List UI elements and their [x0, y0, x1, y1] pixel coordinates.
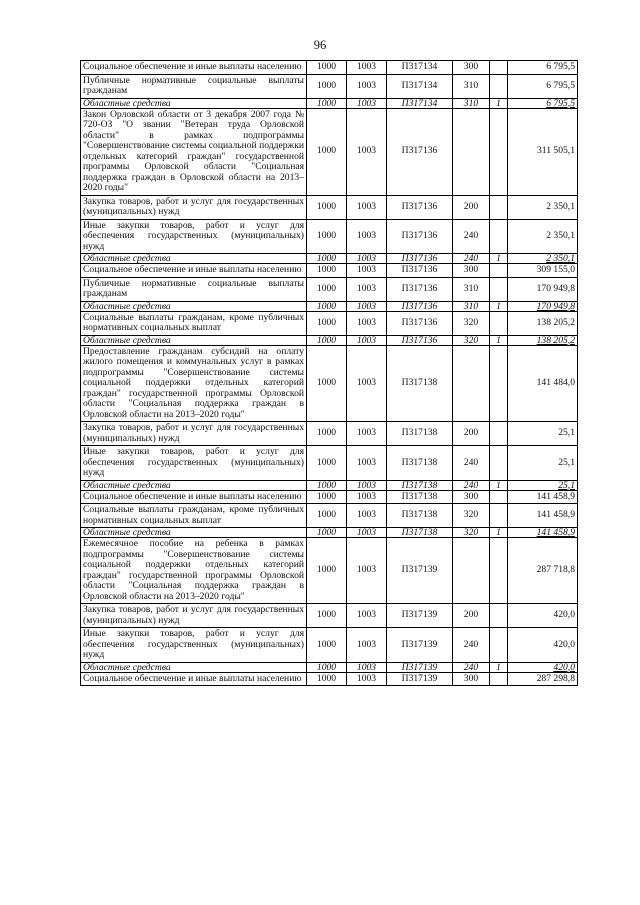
budget-table-body [81, 61, 578, 686]
row-funding-source-code: 1 [490, 528, 508, 538]
regional-funds-row [81, 480, 578, 490]
table-row [81, 108, 578, 195]
row-expense-type-code: 310 [453, 74, 490, 98]
row-subsection-code: 1003 [347, 490, 387, 504]
row-subsection-code: 1003 [347, 195, 387, 219]
row-amount: 141 458,9 [508, 504, 578, 528]
table-row [81, 504, 578, 528]
row-funding-source-code [490, 74, 508, 98]
table-row [81, 311, 578, 335]
table-row [81, 219, 578, 254]
row-target-code: П317136 [387, 108, 453, 195]
table-row [81, 195, 578, 219]
row-subsection-code: 1003 [347, 538, 387, 604]
row-name: Закупка товаров, работ и услуг для государственных (муниципальных) нужд [81, 422, 307, 446]
row-expense-type-code: 240 [453, 219, 490, 254]
row-amount: 141 484,0 [508, 345, 578, 422]
row-section-code: 1000 [307, 335, 347, 345]
row-section-code: 1000 [307, 490, 347, 504]
row-section-code: 1000 [307, 254, 347, 264]
row-funding-source-code [490, 61, 508, 75]
row-subsection-code: 1003 [347, 301, 387, 311]
row-name: Областные средства [81, 98, 307, 108]
row-section-code: 1000 [307, 277, 347, 301]
table-row [81, 74, 578, 98]
row-section-code: 1000 [307, 219, 347, 254]
row-section-code: 1000 [307, 61, 347, 75]
row-amount: 25,1 [508, 480, 578, 490]
row-target-code: П317138 [387, 446, 453, 481]
row-expense-type-code: 240 [453, 628, 490, 663]
row-funding-source-code [490, 195, 508, 219]
row-funding-source-code: 1 [490, 301, 508, 311]
row-section-code: 1000 [307, 311, 347, 335]
row-name: Иные закупки товаров, работ и услуг для обеспечения государственных (муниципальных) нужд [81, 628, 307, 663]
table-row [81, 672, 578, 686]
row-subsection-code: 1003 [347, 504, 387, 528]
row-subsection-code: 1003 [347, 446, 387, 481]
row-subsection-code: 1003 [347, 98, 387, 108]
row-subsection-code: 1003 [347, 277, 387, 301]
row-target-code: П317138 [387, 490, 453, 504]
row-amount: 420,0 [508, 662, 578, 672]
row-target-code: П317134 [387, 61, 453, 75]
row-name: Публичные нормативные социальные выплаты гражданам [81, 277, 307, 301]
row-subsection-code: 1003 [347, 108, 387, 195]
table-row [81, 422, 578, 446]
row-name: Закон Орловской области от 3 декабря 2007 года № 720-ОЗ "О звании "Ветеран труда Орловской области" в рамках подпрограммы "Совершенствование системы социальной поддержки отдельных категорий граждан" государственной программы Орловской области "Социальная поддержка граждан в Орловской области на 2013–2020 годы" [81, 108, 307, 195]
row-subsection-code: 1003 [347, 311, 387, 335]
row-section-code: 1000 [307, 422, 347, 446]
row-funding-source-code [490, 219, 508, 254]
row-funding-source-code: 1 [490, 254, 508, 264]
row-target-code: П317139 [387, 628, 453, 663]
row-target-code: П317136 [387, 277, 453, 301]
row-funding-source-code [490, 422, 508, 446]
row-expense-type-code: 310 [453, 98, 490, 108]
row-expense-type-code: 240 [453, 446, 490, 481]
row-name: Областные средства [81, 662, 307, 672]
row-amount: 6 795,5 [508, 98, 578, 108]
row-funding-source-code [490, 264, 508, 278]
table-row [81, 604, 578, 628]
row-expense-type-code [453, 108, 490, 195]
row-section-code: 1000 [307, 538, 347, 604]
row-section-code: 1000 [307, 264, 347, 278]
row-funding-source-code [490, 446, 508, 481]
row-subsection-code: 1003 [347, 422, 387, 446]
row-expense-type-code: 320 [453, 504, 490, 528]
row-amount: 2 350,1 [508, 219, 578, 254]
row-subsection-code: 1003 [347, 628, 387, 663]
row-amount: 2 350,1 [508, 195, 578, 219]
row-target-code: П317138 [387, 504, 453, 528]
row-target-code: П317139 [387, 672, 453, 686]
row-expense-type-code: 320 [453, 528, 490, 538]
row-subsection-code: 1003 [347, 264, 387, 278]
row-funding-source-code [490, 538, 508, 604]
row-funding-source-code [490, 277, 508, 301]
row-target-code: П317136 [387, 335, 453, 345]
row-expense-type-code: 240 [453, 662, 490, 672]
row-funding-source-code [490, 311, 508, 335]
row-expense-type-code: 200 [453, 604, 490, 628]
row-funding-source-code: 1 [490, 662, 508, 672]
row-section-code: 1000 [307, 74, 347, 98]
row-expense-type-code: 240 [453, 480, 490, 490]
row-funding-source-code [490, 108, 508, 195]
row-expense-type-code: 320 [453, 311, 490, 335]
row-section-code: 1000 [307, 98, 347, 108]
row-name: Областные средства [81, 335, 307, 345]
row-name: Закупка товаров, работ и услуг для государственных (муниципальных) нужд [81, 604, 307, 628]
table-row [81, 446, 578, 481]
row-target-code: П317136 [387, 254, 453, 264]
row-subsection-code: 1003 [347, 254, 387, 264]
row-expense-type-code: 200 [453, 422, 490, 446]
row-name: Закупка товаров, работ и услуг для государственных (муниципальных) нужд [81, 195, 307, 219]
row-amount: 138 205,2 [508, 311, 578, 335]
row-amount: 6 795,5 [508, 61, 578, 75]
row-subsection-code: 1003 [347, 672, 387, 686]
row-name: Иные закупки товаров, работ и услуг для обеспечения государственных (муниципальных) нужд [81, 219, 307, 254]
row-amount: 287 718,8 [508, 538, 578, 604]
row-subsection-code: 1003 [347, 662, 387, 672]
row-section-code: 1000 [307, 504, 347, 528]
row-name: Социальные выплаты гражданам, кроме публичных нормативных социальных выплат [81, 504, 307, 528]
row-target-code: П317136 [387, 311, 453, 335]
table-row [81, 538, 578, 604]
row-subsection-code: 1003 [347, 219, 387, 254]
table-row [81, 345, 578, 422]
row-amount: 25,1 [508, 446, 578, 481]
row-amount: 287 298,8 [508, 672, 578, 686]
row-name: Социальное обеспечение и иные выплаты населению [81, 672, 307, 686]
row-expense-type-code: 310 [453, 277, 490, 301]
row-name: Социальное обеспечение и иные выплаты населению [81, 264, 307, 278]
row-amount: 141 458,9 [508, 528, 578, 538]
row-expense-type-code: 240 [453, 254, 490, 264]
row-target-code: П317138 [387, 480, 453, 490]
row-funding-source-code [490, 604, 508, 628]
row-section-code: 1000 [307, 446, 347, 481]
regional-funds-row [81, 301, 578, 311]
table-row [81, 628, 578, 663]
row-section-code: 1000 [307, 662, 347, 672]
row-target-code: П317136 [387, 301, 453, 311]
row-funding-source-code [490, 672, 508, 686]
row-amount: 170 949,8 [508, 301, 578, 311]
row-section-code: 1000 [307, 528, 347, 538]
row-amount: 420,0 [508, 604, 578, 628]
row-section-code: 1000 [307, 345, 347, 422]
row-target-code: П317134 [387, 74, 453, 98]
row-target-code: П317138 [387, 345, 453, 422]
row-expense-type-code [453, 345, 490, 422]
row-target-code: П317136 [387, 195, 453, 219]
regional-funds-row [81, 98, 578, 108]
row-name: Ежемесячное пособие на ребенка в рамках подпрограммы "Совершенствование системы социальной поддержки отдельных категорий граждан" государственной программы Орловской области "Социальная поддержка граждан в Орловской области на 2013–2020 годы" [81, 538, 307, 604]
row-target-code: П317134 [387, 98, 453, 108]
row-expense-type-code: 300 [453, 61, 490, 75]
row-section-code: 1000 [307, 301, 347, 311]
row-amount: 420,0 [508, 628, 578, 663]
regional-funds-row [81, 662, 578, 672]
row-section-code: 1000 [307, 672, 347, 686]
row-target-code: П317139 [387, 604, 453, 628]
row-target-code: П317138 [387, 422, 453, 446]
row-target-code: П317139 [387, 662, 453, 672]
row-amount: 25,1 [508, 422, 578, 446]
budget-table [80, 60, 578, 686]
row-funding-source-code: 1 [490, 335, 508, 345]
row-subsection-code: 1003 [347, 480, 387, 490]
row-funding-source-code: 1 [490, 480, 508, 490]
row-funding-source-code [490, 628, 508, 663]
row-amount: 138 205,2 [508, 335, 578, 345]
row-name: Социальные выплаты гражданам, кроме публичных нормативных социальных выплат [81, 311, 307, 335]
row-name: Областные средства [81, 528, 307, 538]
row-name: Областные средства [81, 254, 307, 264]
row-subsection-code: 1003 [347, 61, 387, 75]
row-funding-source-code: 1 [490, 98, 508, 108]
row-name: Публичные нормативные социальные выплаты гражданам [81, 74, 307, 98]
regional-funds-row [81, 254, 578, 264]
row-name: Социальное обеспечение и иные выплаты населению [81, 490, 307, 504]
row-amount: 309 155,0 [508, 264, 578, 278]
row-section-code: 1000 [307, 108, 347, 195]
table-row [81, 264, 578, 278]
row-subsection-code: 1003 [347, 74, 387, 98]
row-funding-source-code [490, 490, 508, 504]
row-amount: 6 795,5 [508, 74, 578, 98]
table-row [81, 61, 578, 75]
row-expense-type-code: 310 [453, 301, 490, 311]
row-section-code: 1000 [307, 195, 347, 219]
row-amount: 170 949,8 [508, 277, 578, 301]
table-row [81, 277, 578, 301]
table-row [81, 490, 578, 504]
row-expense-type-code: 300 [453, 490, 490, 504]
row-section-code: 1000 [307, 604, 347, 628]
row-expense-type-code [453, 538, 490, 604]
row-target-code: П317136 [387, 219, 453, 254]
row-funding-source-code [490, 504, 508, 528]
regional-funds-row [81, 528, 578, 538]
row-expense-type-code: 200 [453, 195, 490, 219]
row-target-code: П317138 [387, 528, 453, 538]
row-name: Иные закупки товаров, работ и услуг для обеспечения государственных (муниципальных) нужд [81, 446, 307, 481]
regional-funds-row [81, 335, 578, 345]
row-funding-source-code [490, 345, 508, 422]
row-name: Областные средства [81, 480, 307, 490]
row-name: Предоставление гражданам субсидий на оплату жилого помещения и коммунальных услуг в рамках подпрограммы "Совершенствование системы социальной поддержки отдельных категорий граждан" государственной программы Орловской области "Социальная поддержка граждан в Орловской области на 2013–2020 годы" [81, 345, 307, 422]
row-subsection-code: 1003 [347, 604, 387, 628]
row-expense-type-code: 300 [453, 264, 490, 278]
row-subsection-code: 1003 [347, 335, 387, 345]
row-amount: 141 458,9 [508, 490, 578, 504]
row-target-code: П317139 [387, 538, 453, 604]
row-section-code: 1000 [307, 480, 347, 490]
row-name: Областные средства [81, 301, 307, 311]
row-name: Социальное обеспечение и иные выплаты населению [81, 61, 307, 75]
row-amount: 2 350,1 [508, 254, 578, 264]
row-target-code: П317136 [387, 264, 453, 278]
row-subsection-code: 1003 [347, 528, 387, 538]
page-number: 96 [313, 38, 327, 52]
row-expense-type-code: 320 [453, 335, 490, 345]
row-expense-type-code: 300 [453, 672, 490, 686]
row-section-code: 1000 [307, 628, 347, 663]
row-amount: 311 505,1 [508, 108, 578, 195]
row-subsection-code: 1003 [347, 345, 387, 422]
